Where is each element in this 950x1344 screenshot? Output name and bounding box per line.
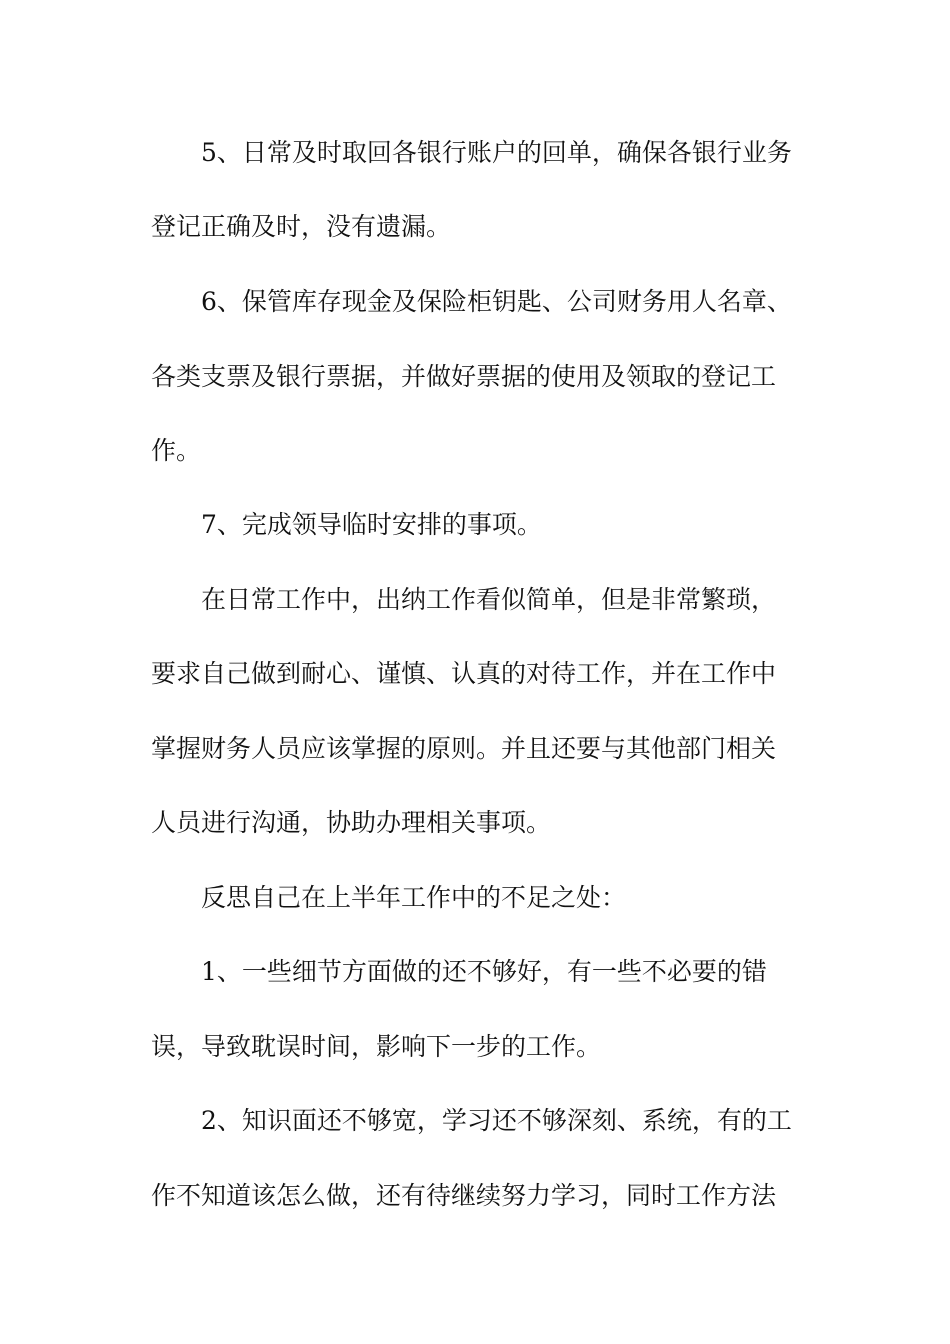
paragraph-6-line-2: 各类支票及银行票据，并做好票据的使用及领取的登记工 xyxy=(151,362,777,391)
paragraph-daily-work-line-2: 要求自己做到耐心、谨慎、认真的对待工作，并在工作中 xyxy=(151,659,777,688)
paragraph-shortcoming-2-line-1: 2、知识面还不够宽，学习还不够深刻、系统，有的工 xyxy=(201,1106,792,1135)
paragraph-7-line-1: 7、完成领导临时安排的事项。 xyxy=(201,510,542,539)
paragraph-5-line-2: 登记正确及时，没有遗漏。 xyxy=(151,212,452,241)
paragraph-reflection-heading: 反思自己在上半年工作中的不足之处： xyxy=(201,883,627,912)
paragraph-shortcoming-1-line-1: 1、一些细节方面做的还不够好，有一些不必要的错 xyxy=(201,957,767,986)
paragraph-shortcoming-2-line-2: 作不知道该怎么做，还有待继续努力学习，同时工作方法 xyxy=(151,1181,777,1210)
paragraph-6-line-1: 6、保管库存现金及保险柜钥匙、公司财务用人名章、 xyxy=(201,287,792,316)
paragraph-6-line-3: 作。 xyxy=(151,436,202,465)
paragraph-daily-work-line-4: 人员进行沟通，协助办理相关事项。 xyxy=(151,808,552,837)
paragraph-5-line-1: 5、日常及时取回各银行账户的回单，确保各银行业务 xyxy=(201,138,792,167)
paragraph-daily-work-line-3: 掌握财务人员应该掌握的原则。并且还要与其他部门相关 xyxy=(151,734,777,763)
paragraph-shortcoming-1-line-2: 误，导致耽误时间，影响下一步的工作。 xyxy=(151,1032,602,1061)
paragraph-daily-work-line-1: 在日常工作中，出纳工作看似简单，但是非常繁琐， xyxy=(201,585,777,614)
